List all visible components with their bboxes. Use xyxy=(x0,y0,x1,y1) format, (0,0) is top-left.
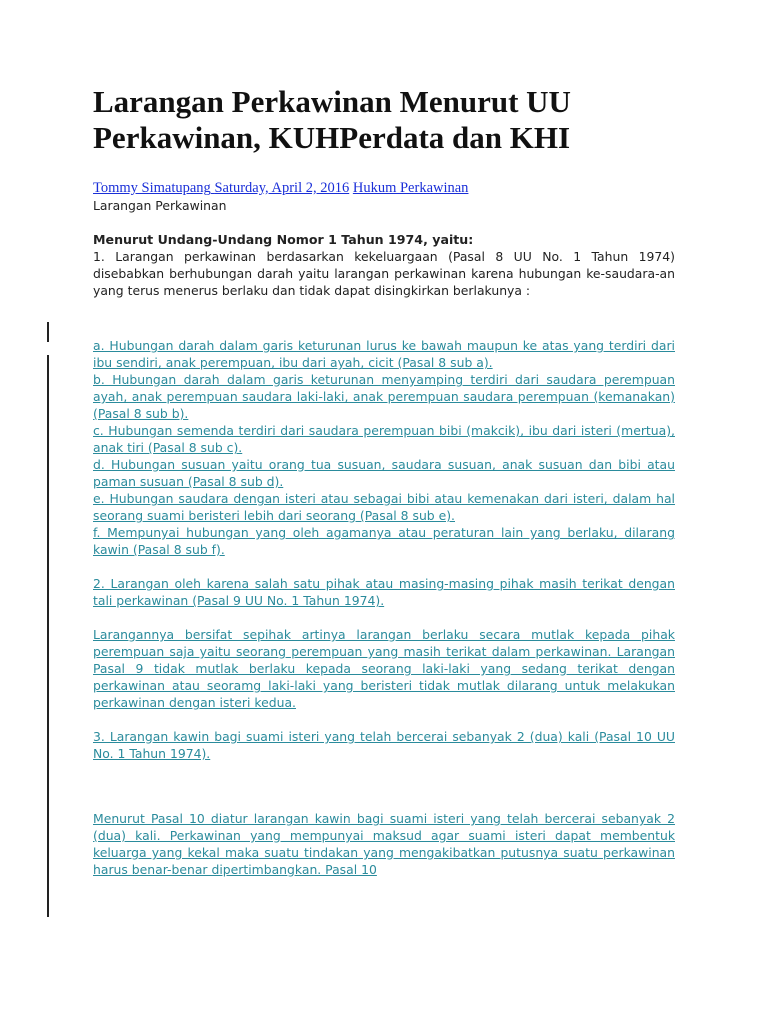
point-3-detail[interactable]: Menurut Pasal 10 diatur larangan kawin bagi suami isteri yang telah bercerai sebanyak 2 (dua) kali. Perkawinan yang mempunyai maksud agar suami isteri dapat membentuk keluarga yang kekal maka suatu tindakan yang mengakibatkan putusnya suatu perkawinan harus benar-benar dipertimbangkan. Pasal 10 xyxy=(93,811,675,877)
margin-bar-top xyxy=(47,322,49,342)
list-item[interactable]: e. Hubungan saudara dengan isteri atau sebagai bibi atau kemenakan dari isteri, dalam hal seorang suami beristeri lebih dari seorang (Pasal 8 sub e). xyxy=(93,491,675,523)
list-item[interactable]: d. Hubungan susuan yaitu orang tua susuan, saudara susuan, anak susuan dan bibi atau paman susuan (Pasal 8 sub d). xyxy=(93,457,675,489)
prohibition-list xyxy=(93,337,675,558)
intro-heading: Menurut Undang-Undang Nomor 1 Tahun 1974, yaitu: xyxy=(93,232,474,247)
article-content xyxy=(93,84,675,878)
point-1: 1. Larangan perkawinan berdasarkan kekeluargaan (Pasal 8 UU No. 1 Tahun 1974) disebabkan berhubungan darah yaitu larangan perkawinan karena hubungan ke-saudara-an yang terus menerus berlaku dan tidak dapat disingkirkan berlakunya : xyxy=(93,249,675,298)
article-title: Larangan Perkawinan Menurut UU Perkawinan, KUHPerdata dan KHI xyxy=(93,84,571,155)
point-2[interactable]: 2. Larangan oleh karena salah satu pihak atau masing-masing pihak masih terikat dengan tali perkawinan (Pasal 9 UU No. 1 Tahun 1974). xyxy=(93,576,675,608)
list-item[interactable]: f. Mempunyai hubungan yang oleh agamanya atau peraturan lain yang berlaku, dilarang kawin (Pasal 8 sub f). xyxy=(93,525,675,557)
category-link[interactable]: Hukum Perkawinan xyxy=(352,180,469,196)
author-date-link[interactable] xyxy=(93,180,349,196)
point-2-detail[interactable]: Larangannya bersifat sepihak artinya larangan berlaku secara mutlak kepada pihak perempuan saja yaitu seorang perempuan yang masih terikat dalam perkawinan. Larangan Pasal 9 tidak mutlak berlaku kepada seorang laki-laki yang sedang terikat dengan perkawinan atau seoramg laki-laki yang beristeri tidak mutlak dilarang untuk melakukan perkawinan dengan isteri kedua. xyxy=(93,627,675,710)
article-subtitle: Larangan Perkawinan xyxy=(93,198,227,213)
post-date: Saturday, April 2, 2016 xyxy=(214,180,350,196)
article-meta xyxy=(93,180,675,197)
margin-bar-main xyxy=(47,355,49,917)
list-item[interactable]: b. Hubungan darah dalam garis keturunan menyamping terdiri dari saudara perempuan ayah, anak perempuan saudara laki-laki, anak perempuan saudara perempuan (kemanakan) (Pasal 8 sub b). xyxy=(93,372,675,421)
point-3[interactable]: 3. Larangan kawin bagi suami isteri yang telah bercerai sebanyak 2 (dua) kali (Pasal 10 UU No. 1 Tahun 1974). xyxy=(93,729,675,761)
list-item[interactable]: a. Hubungan darah dalam garis keturunan lurus ke bawah maupun ke atas yang terdiri dari ibu sendiri, anak perempuan, ibu dari ayah, cicit (Pasal 8 sub a). xyxy=(93,338,675,370)
list-item[interactable]: c. Hubungan semenda terdiri dari saudara perempuan bibi (makcik), ibu dari isteri (mertua), anak tiri (Pasal 8 sub c). xyxy=(93,423,675,455)
author-name: Tommy Simatupang xyxy=(93,180,211,196)
